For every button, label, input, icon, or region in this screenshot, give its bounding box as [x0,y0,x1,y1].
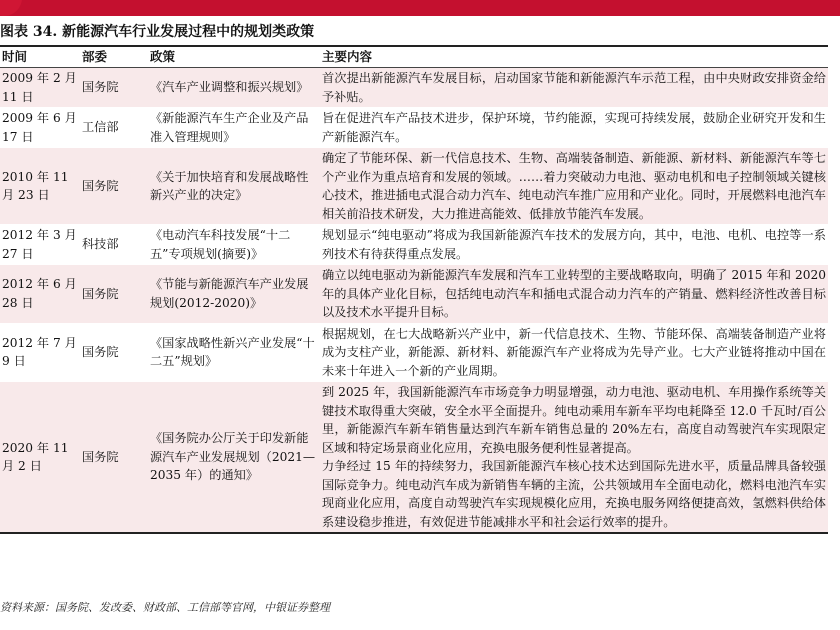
row-policy: 《关于加快培育和发展战略性新兴产业的决定》 [148,148,320,225]
content-paragraph: 旨在促进汽车产品技术进步，保护环境，节约能源，实现可持续发展，鼓励企业研究开发和生产新能源汽车。 [322,111,826,144]
row-time: 2012 年 6 月 28 日 [0,265,80,324]
table-row [0,382,828,533]
header-bar [0,0,840,16]
row-dept: 国务院 [80,265,148,324]
row-content [320,382,828,533]
source-note: 资料来源：国务院、发改委、财政部、工信部等官网，中银证券整理 [0,601,330,614]
row-policy: 《国务院办公厅关于印发新能源汽车产业发展规划（2021—2035 年）的通知》 [148,382,320,533]
content-paragraph: 确立以纯电驱动为新能源汽车发展和汽车工业转型的主要战略取向，明确了 2015 年和 2020 年的具体产业化目标，包括纯电动汽车和插电式混合动力汽车的产销量、燃料经济性改善目标以及技术水平提升目标。 [322,268,826,319]
row-content [320,265,828,324]
content-paragraph: 确定了节能环保、新一代信息技术、生物、高端装备制造、新能源、新材料、新能源汽车等七个产业作为重点培育和发展的领域。……着力突破动力电池、驱动电机和电子控制领域关键核心技术，推进插电式混合动力汽车、纯电动汽车推广应用和产业化。同时，开展燃料电池汽车相关前沿技术研发，大力推进高能效、低排放节能汽车发展。 [322,151,826,221]
figure-title: 图表 34. 新能源汽车行业发展过程中的规划类政策 [0,24,315,40]
row-content [320,108,828,148]
row-policy: 《新能源汽车生产企业及产品准入管理规则》 [148,108,320,148]
table-header-row [0,48,828,68]
row-content [320,323,828,382]
row-time: 2010 年 11 月 23 日 [0,148,80,225]
row-dept: 工信部 [80,108,148,148]
table-bottom-rule [0,532,828,534]
row-policy: 《电动汽车科技发展“十二五”专项规划(摘要)》 [148,225,320,265]
row-policy: 《汽车产业调整和振兴规划》 [148,68,320,108]
row-time: 2009 年 6 月 17 日 [0,108,80,148]
table-row [0,148,828,225]
row-time: 2009 年 2 月 11 日 [0,68,80,108]
content-paragraph: 根据规划，在七大战略新兴产业中，新一代信息技术、生物、节能环保、高端装备制造产业将成为支柱产业，新能源、新材料、新能源汽车产业将成为先导产业。七大产业链将推动中国在未来十年进入一个新的产业周期。 [322,326,826,378]
row-dept: 国务院 [80,148,148,225]
content-paragraph: 到 2025 年，我国新能源汽车市场竞争力明显增强，动力电池、驱动电机、车用操作系统等关键技术取得重大突破，安全水平全面提升。纯电动乘用车新车平均电耗降至 12.0 千瓦时/百公里，新能源汽车新车销售量达到汽车新车销售总量的 20%左右，高度自动驾驶汽车实现限定区域和特定场景商业化应用，充换电服务便利性显著提高。 [322,385,826,455]
title-rule [0,45,828,47]
content-paragraph: 力争经过 15 年的持续努力，我国新能源汽车核心技术达到国际先进水平，质量品牌具备较强国际竞争力。纯电动汽车成为新销售车辆的主流，公共领域用车全面电动化，燃料电池汽车实现商业化应用，高度自动驾驶汽车实现规模化应用，充换电服务网络便捷高效，氢燃料供给体系建设稳步推进，有效促进节能减排水平和社会运行效率的提升。 [322,459,826,529]
row-time: 2012 年 7 月 9 日 [0,323,80,382]
table-row [0,68,828,108]
table-body [0,68,828,533]
row-content [320,148,828,225]
row-content [320,68,828,108]
row-policy: 《节能与新能源汽车产业发展规划(2012-2020)》 [148,265,320,324]
header-time: 时间 [0,48,80,68]
table-row [0,225,828,265]
row-time: 2020 年 11 月 2 日 [0,382,80,533]
table-row [0,265,828,324]
content-paragraph: 规划显示“纯电驱动”将成为我国新能源汽车技术的发展方向，其中，电池、电机、电控等一系列技术有待获得重点发展。 [322,228,826,261]
table-row [0,323,828,382]
table-row [0,108,828,148]
brand-logo [0,0,22,16]
row-content [320,225,828,265]
row-policy: 《国家战略性新兴产业发展“十二五”规划》 [148,323,320,382]
row-dept: 国务院 [80,382,148,533]
row-dept: 国务院 [80,68,148,108]
row-dept: 科技部 [80,225,148,265]
row-dept: 国务院 [80,323,148,382]
row-time: 2012 年 3 月 27 日 [0,225,80,265]
policy-table [0,48,828,532]
header-content: 主要内容 [320,48,828,68]
content-paragraph: 首次提出新能源汽车发展目标，启动国家节能和新能源汽车示范工程，由中央财政安排资金给予补贴。 [322,71,826,104]
header-policy: 政策 [148,48,320,68]
header-dept: 部委 [80,48,148,68]
